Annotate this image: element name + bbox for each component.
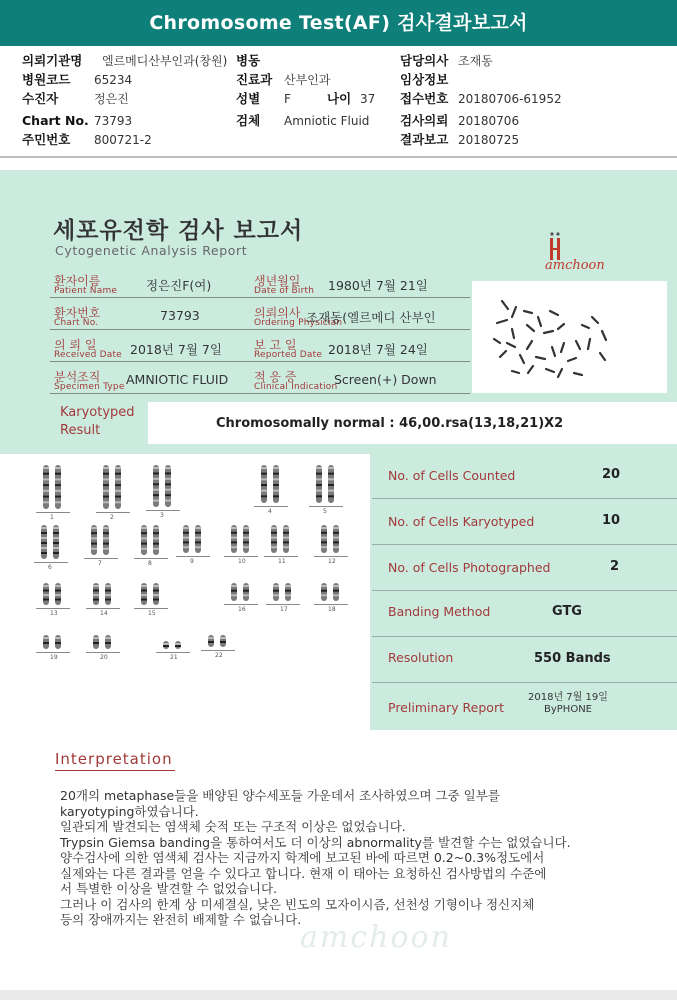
chromosome-pair: [160, 640, 186, 650]
chromosome-baseline: [34, 562, 68, 563]
chromosome-pair: [228, 524, 254, 554]
cells-photographed-label: No. of Cells Photographed: [388, 560, 551, 575]
chromosome-pair: [90, 582, 116, 606]
chromosome-pair: [40, 634, 66, 650]
stat-row: [372, 500, 677, 545]
chromosome-pair: [40, 464, 66, 510]
chromosome-number: 5: [323, 508, 327, 515]
chromosome-number: 17: [280, 606, 288, 613]
hamchoon-logo-icon: [548, 232, 564, 260]
received-value: 2018년 7월 7일: [130, 342, 222, 357]
chromosome-baseline: [146, 510, 180, 511]
patient-row: [50, 268, 470, 298]
interpretation-line: karyotyping하였습니다.: [60, 803, 199, 819]
stat-row: [372, 592, 677, 637]
chromosome-pair: [228, 582, 254, 602]
chromosome-number: 14: [100, 610, 108, 617]
department-label: 진료과: [236, 72, 273, 87]
header-divider: [0, 156, 677, 158]
chromosome-number: 1: [50, 514, 54, 521]
birth-label: 생년월일: [254, 274, 301, 288]
stat-row: [372, 638, 677, 683]
chromosome-baseline: [134, 608, 168, 609]
report-title-en: Cytogenetic Analysis Report: [55, 243, 248, 258]
specimen-type-sublabel: Specimen Type: [54, 382, 125, 392]
chromosome-pair: [268, 524, 294, 554]
result-date-label: 결과보고: [400, 132, 449, 147]
cells-karyotyped-label: No. of Cells Karyotyped: [388, 514, 535, 529]
chromosome-pair: [205, 634, 231, 648]
interpretation-line: 그러나 이 검사의 한계 상 미세결실, 낮은 빈도의 모자이시즘, 선천성 기형이나 정신지체: [60, 896, 535, 912]
patient-row: [50, 364, 470, 394]
specimen-value: Amniotic Fluid: [284, 114, 370, 128]
reported-value: 2018년 7월 24일: [328, 342, 428, 357]
chromosome-pair: [138, 524, 164, 556]
chromosome-number: 9: [190, 558, 194, 565]
age-label: 나이: [327, 91, 352, 106]
chromosome-number: 11: [278, 558, 286, 565]
doctor-value: 조재동: [458, 54, 493, 68]
chromosome-pair: [258, 464, 284, 504]
chromosome-number: 4: [268, 508, 272, 515]
chromosome-pair: [180, 524, 206, 554]
karyotyped-label-line1: Karyotyped: [60, 405, 135, 420]
chromosome-number: 3: [160, 512, 164, 519]
interpretation-line: 등의 장애까지는 완전히 배제할 수 없습니다.: [60, 912, 302, 927]
chromosome-baseline: [224, 556, 258, 557]
report-title-kr: 세포유전학 검사 보고서: [53, 218, 304, 244]
request-date-label: 검사의뢰: [400, 113, 449, 128]
chromosome-baseline: [156, 652, 190, 653]
chart-value: 73793: [160, 308, 200, 323]
resolution-value: 550 Bands: [534, 651, 611, 666]
patient-name-label: 환자이름: [54, 274, 101, 288]
karyotyped-result-label: [60, 404, 135, 440]
hamchoon-watermark: amchoon: [300, 920, 452, 955]
chromosome-number: 6: [48, 564, 52, 571]
cells-counted-value: 20: [602, 467, 621, 482]
chromosome-baseline: [84, 558, 118, 559]
interpretation-line: Trypsin Giemsa banding을 통하여서도 더 이상의 abnormality를 발견할 수는 없었습니다.: [60, 834, 571, 850]
stat-row: [372, 684, 677, 729]
request-date-value: 20180706: [458, 114, 520, 128]
chromosome-number: 18: [328, 606, 336, 613]
stats-table: [372, 454, 677, 730]
resident-no-label: 주민번호: [22, 132, 71, 147]
interpretation-title: Interpretation: [55, 750, 173, 768]
institution-label: 의뢰기관명: [22, 53, 83, 68]
birth-sublabel: Date of Birth: [254, 286, 315, 296]
chromosome-baseline: [254, 506, 288, 507]
accession-value: 20180706-61952: [458, 92, 562, 106]
chromosome-number: 8: [148, 560, 152, 567]
chromosome-baseline: [36, 608, 70, 609]
indication-value: Screen(+) Down: [334, 372, 437, 387]
banding-method-label: Banding Method: [388, 604, 491, 619]
chromosome-baseline: [36, 512, 70, 513]
hospital-code-label: 병원코드: [22, 72, 71, 87]
chromosome-pair: [90, 634, 116, 650]
physician-sublabel: Ordering Physician: [254, 318, 343, 328]
stat-row: [372, 546, 677, 591]
result-date-value: 20180725: [458, 133, 520, 147]
chromosome-pair: [270, 582, 296, 602]
interpretation-underline: [55, 770, 175, 771]
header-row: [22, 131, 662, 149]
cells-counted-label: No. of Cells Counted: [388, 468, 516, 483]
banding-method-value: GTG: [552, 604, 582, 619]
chromosome-number: 20: [100, 654, 108, 661]
specimen-label: 검체: [236, 113, 261, 128]
patient-label: 수진자: [22, 91, 59, 106]
chromosome-pair: [318, 524, 344, 554]
karyotype-result-text: Chromosomally normal : 46,00.rsa(13,18,21)X2: [216, 416, 564, 431]
indication-sublabel: Clinical Indication: [254, 382, 338, 392]
chromosome-pair: [38, 524, 64, 560]
chromosome-number: 10: [238, 558, 246, 565]
chromosome-baseline: [86, 608, 120, 609]
interpretation-text: [60, 788, 630, 928]
resident-no-value: 800721-2: [94, 133, 152, 147]
karyotype-result-box: [148, 402, 677, 444]
chart-no-value: 73793: [94, 114, 133, 128]
chromosome-number: 21: [170, 654, 178, 661]
resolution-label: Resolution: [388, 650, 454, 665]
patient-row: [50, 300, 470, 330]
chromosome-pair: [318, 582, 344, 602]
chromosome-number: 22: [215, 652, 223, 659]
ward-label: 병동: [236, 53, 261, 68]
clinical-info-label: 임상정보: [400, 72, 449, 87]
patient-name-sublabel: Patient Name: [54, 286, 118, 296]
reported-sublabel: Reported Date: [254, 350, 323, 360]
birth-value: 1980년 7월 21일: [328, 278, 428, 293]
chromosome-number: 12: [328, 558, 336, 565]
chromosome-baseline: [36, 652, 70, 653]
chromosome-pair: [40, 582, 66, 606]
chromosome-baseline: [224, 604, 258, 605]
patient-table: [50, 268, 470, 398]
cells-karyotyped-value: 10: [602, 513, 621, 528]
page-title: Chromosome Test(AF) 검사결과보고서: [0, 0, 677, 46]
department-value: 산부인과: [284, 73, 331, 87]
hamchoon-logo-text: amchoon: [545, 258, 605, 273]
chromosome-number: 7: [98, 560, 102, 567]
specimen-type-label: 분석조직: [54, 370, 101, 384]
indication-label: 적 응 증: [254, 370, 297, 384]
received-sublabel: Received Date: [54, 350, 122, 360]
header-row: [22, 112, 662, 130]
received-label: 의 뢰 일: [54, 338, 97, 352]
reported-label: 보 고 일: [254, 338, 297, 352]
chromosome-number: 19: [50, 654, 58, 661]
karyogram-image: [0, 454, 370, 730]
cells-photographed-value: 2: [610, 559, 620, 574]
chromosome-pair: [150, 464, 176, 508]
chromosome-number: 15: [148, 610, 156, 617]
preliminary-report-method: ByPHONE: [544, 704, 592, 715]
interpretation-line: 20개의 metaphase들을 배양된 양수세포들 가운데서 조사하였으며 그중 일부를: [60, 788, 500, 803]
patient-name-value: 정은진F(여): [146, 278, 212, 293]
patient-value: 정은진: [94, 92, 129, 106]
chromosome-baseline: [309, 506, 343, 507]
chromosome-baseline: [134, 558, 168, 559]
chromosome-baseline: [314, 556, 348, 557]
institution-value: 엘르메디산부인과(창원): [102, 54, 228, 68]
chromosome-baseline: [201, 650, 235, 651]
sex-value: F: [284, 92, 291, 106]
sex-label: 성별: [236, 91, 261, 106]
preliminary-report-label: Preliminary Report: [388, 700, 504, 715]
chromosome-number: 16: [238, 606, 246, 613]
accession-label: 접수번호: [400, 91, 449, 106]
header-row: [22, 90, 662, 108]
stat-row: [372, 454, 677, 499]
chromosome-pair: [100, 464, 126, 510]
interpretation-line: 일관되게 발견되는 염색체 숫적 또는 구조적 이상은 없었습니다.: [60, 819, 406, 834]
chromosome-baseline: [86, 652, 120, 653]
chart-sublabel: Chart No.: [54, 318, 99, 328]
age-value: 37: [360, 92, 376, 106]
metaphase-spread-image: [472, 281, 667, 393]
hospital-code-value: 65234: [94, 73, 133, 87]
chromosome-pair: [138, 582, 164, 606]
preliminary-report-date: 2018년 7월 19일: [528, 692, 608, 703]
chart-no-label: Chart No.: [22, 113, 89, 128]
page-footer: [0, 990, 677, 1000]
chart-label: 환자번호: [54, 306, 101, 320]
header-row: [22, 71, 662, 89]
interpretation-line: 실제와는 다른 결과를 얻을 수 있다고 합니다. 현재 이 태아는 요청하신 검사방법의 수준에: [60, 865, 547, 881]
karyotyped-label-line2: Result: [60, 423, 101, 438]
specimen-type-value: AMNIOTIC FLUID: [126, 372, 229, 387]
chromosome-number: 2: [110, 514, 114, 521]
patient-row: [50, 332, 470, 362]
chromosome-baseline: [266, 604, 300, 605]
header-row: [22, 52, 662, 70]
interpretation-line: 서 특별한 이상을 발견할 수 없었습니다.: [60, 881, 278, 896]
interpretation-line: 양수검사에 의한 염색체 검사는 지금까지 학계에 보고된 바에 따르면 0.2~0.3%정도에서: [60, 850, 545, 865]
doctor-label: 담당의사: [400, 53, 449, 68]
physician-value: 조재동(엘르메디 산부인: [306, 310, 436, 325]
scanned-report: [0, 170, 677, 730]
chromosome-baseline: [264, 556, 298, 557]
chromosome-pair: [313, 464, 339, 504]
chromosome-baseline: [176, 556, 210, 557]
chromosome-baseline: [314, 604, 348, 605]
chromosome-number: 13: [50, 610, 58, 617]
chromosome-baseline: [96, 512, 130, 513]
physician-label: 의뢰의사: [254, 306, 301, 320]
chromosome-pair: [88, 524, 114, 556]
